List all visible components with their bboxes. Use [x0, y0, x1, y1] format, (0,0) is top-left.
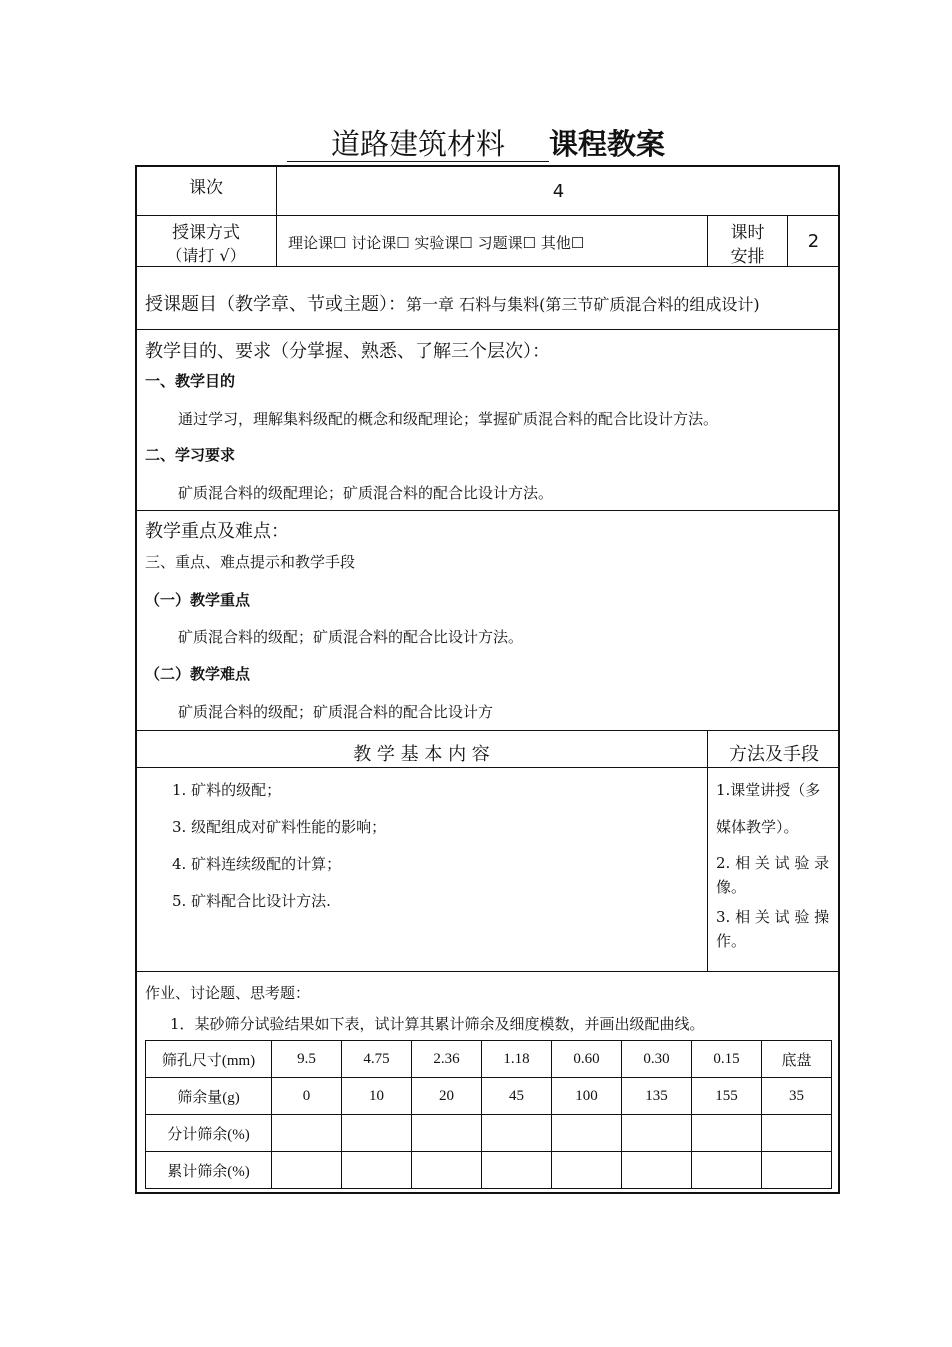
rule-6 [135, 767, 840, 768]
table-row [146, 1115, 832, 1152]
rule-7 [135, 971, 840, 972]
table-cell: 4.75 [342, 1041, 412, 1078]
title-suffix: 课程教案 [549, 127, 666, 161]
content-item: 3. 级配组成对矿料性能的影响； [172, 818, 387, 836]
rule-4 [135, 510, 840, 511]
difficulty-title: （二）教学难点 [145, 665, 251, 683]
table-cell [482, 1115, 552, 1152]
topic-value: 第一章 石料与集料(第三节矿质混合料的组成设计) [406, 295, 760, 314]
table-cell: 9.5 [272, 1041, 342, 1078]
method-item: 媒体教学）。 [716, 818, 799, 836]
table-cell: 筛余量(g) [146, 1078, 272, 1115]
table-cell: 155 [692, 1078, 762, 1115]
table-cell [692, 1152, 762, 1189]
table-cell: 累计筛余(%) [146, 1152, 272, 1189]
table-cell [692, 1115, 762, 1152]
homework-question: 1．某砂筛分试验结果如下表，试计算其累计筛余及细度模数，并画出级配曲线。 [170, 1015, 705, 1033]
table-cell: 1.18 [482, 1041, 552, 1078]
sieve-table [145, 1040, 832, 1189]
table-cell [622, 1152, 692, 1189]
difficulty-text: 矿质混合料的级配；矿质混合料的配合比设计方 [178, 703, 494, 721]
table-cell [762, 1152, 832, 1189]
content-item: 1. 矿料的级配； [172, 781, 282, 799]
table-row [146, 1078, 832, 1115]
table-cell: 35 [762, 1078, 832, 1115]
requirement-section-title: 二、学习要求 [145, 446, 236, 464]
mode-label-line1: 授课方式 [172, 223, 240, 243]
table-cell [552, 1152, 622, 1189]
method-item: 1.课堂讲授（多 [716, 781, 821, 799]
objective-text: 通过学习，理解集料级配的概念和级配理论；掌握矿质混合料的配合比设计方法。 [178, 410, 719, 428]
requirement-text: 矿质混合料的级配理论；矿质混合料的配合比设计方法。 [178, 484, 554, 502]
table-cell: 分计筛余(%) [146, 1115, 272, 1152]
hours-label-line1: 课时 [730, 223, 765, 243]
content-item: 4. 矿料连续级配的计算； [172, 855, 342, 873]
topic-label: 授课题目（教学章、节或主题）： [145, 294, 406, 315]
hours-value: 2 [807, 231, 820, 252]
table-cell: 10 [342, 1078, 412, 1115]
table-cell [342, 1152, 412, 1189]
rule-5 [135, 730, 840, 731]
table-cell: 20 [412, 1078, 482, 1115]
table-cell [272, 1152, 342, 1189]
keypoints-heading: 教学重点及难点： [145, 521, 289, 542]
table-cell: 底盘 [762, 1041, 832, 1078]
table-cell [552, 1115, 622, 1152]
mode-label-line2: （请打 √） [166, 246, 246, 265]
session-label: 课次 [189, 178, 223, 198]
table-cell: 0.60 [552, 1041, 622, 1078]
method-item: 3. 相 关 试 验 操作。 [716, 908, 830, 950]
table-cell: 0.30 [622, 1041, 692, 1078]
table-cell: 0 [272, 1078, 342, 1115]
table-cell: 135 [622, 1078, 692, 1115]
mode-options: 理论课☐ 讨论课☐ 实验课☐ 习题课☐ 其他☐ [288, 234, 585, 252]
objective-section-title: 一、教学目的 [145, 372, 236, 390]
vrule-methods [707, 730, 708, 971]
session-value: 4 [552, 181, 565, 202]
hours-label-line2: 安排 [730, 247, 765, 267]
table-cell: 0.15 [692, 1041, 762, 1078]
table-cell: 筛孔尺寸(mm) [146, 1041, 272, 1078]
course-name: 道路建筑材料 [287, 127, 549, 162]
table-cell [482, 1152, 552, 1189]
homework-heading: 作业、讨论题、思考题： [145, 984, 311, 1002]
table-cell [622, 1115, 692, 1152]
content-header: 教 学 基 本 内 容 [353, 744, 490, 765]
methods-header: 方法及手段 [729, 744, 819, 765]
focus-title: （一）教学重点 [145, 591, 251, 609]
table-cell [412, 1152, 482, 1189]
rule-1 [135, 215, 840, 216]
table-cell [412, 1115, 482, 1152]
table-cell: 2.36 [412, 1041, 482, 1078]
keypoints-subheading: 三、重点、难点提示和教学手段 [145, 553, 356, 571]
topic-line [145, 290, 760, 316]
focus-text: 矿质混合料的级配；矿质混合料的配合比设计方法。 [178, 628, 524, 646]
table-row [146, 1152, 832, 1189]
objectives-heading: 教学目的、要求（分掌握、熟悉、了解三个层次）： [145, 341, 550, 362]
table-cell: 100 [552, 1078, 622, 1115]
table-cell: 45 [482, 1078, 552, 1115]
table-row [146, 1041, 832, 1078]
content-item: 5. 矿料配合比设计方法. [172, 892, 331, 910]
table-cell [762, 1115, 832, 1152]
rule-3 [135, 329, 840, 330]
page-title [0, 122, 952, 163]
table-cell [342, 1115, 412, 1152]
table-cell [272, 1115, 342, 1152]
method-item: 2. 相 关 试 验 录像。 [716, 854, 830, 896]
